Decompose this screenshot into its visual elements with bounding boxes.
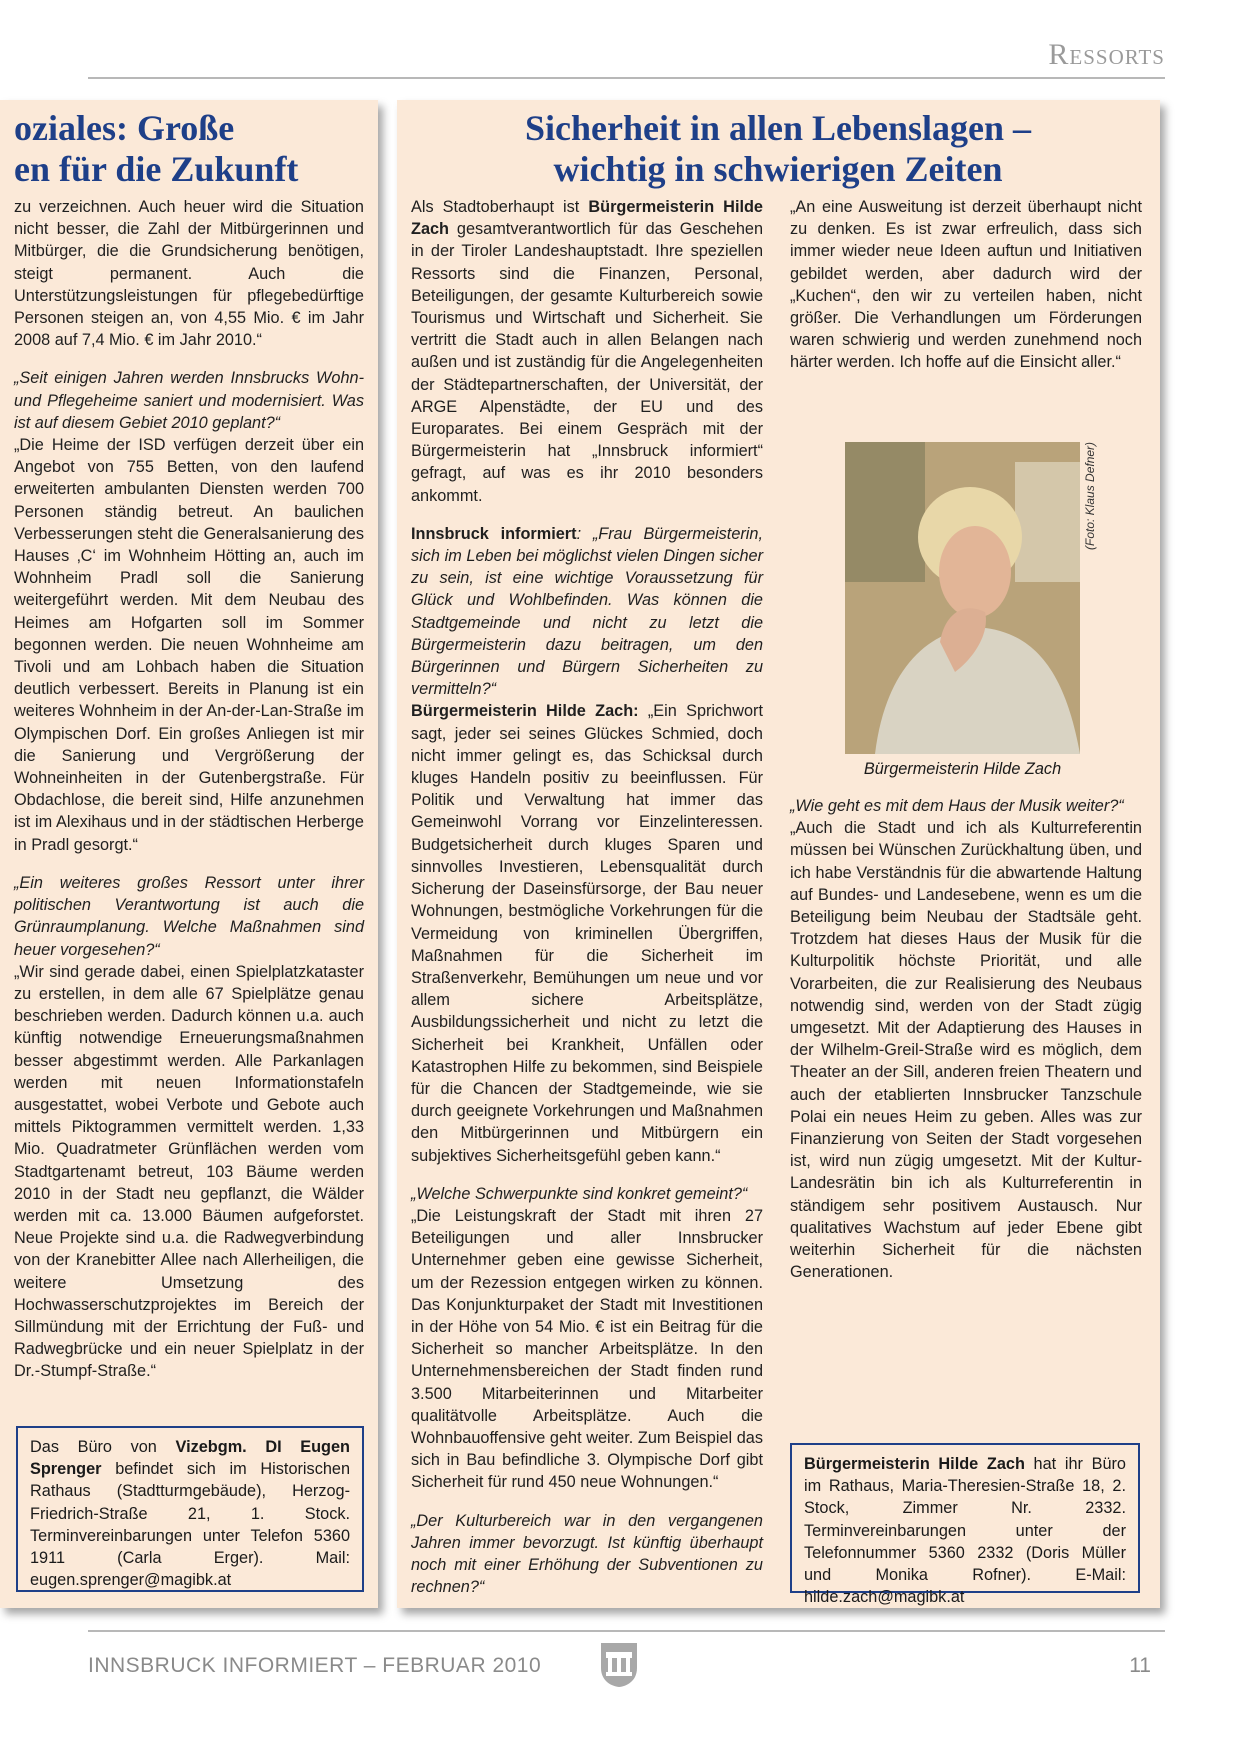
answer-1: Bürgermeisterin Hilde Zach: „Ein Sprichwort sagt, jeder sei seines Glückes Schmied, doch nicht immer gelingt es, das Schicksal durch kluges Handeln positiv zu beeinflussen. Für Politik und Verwaltung hat immer das Gemeinwohl Vorrang vor Einzelinteressen. Budgetsicherheit durch kluges Sparen und sinnvolles Investieren, Lebensqualität durch Sicherung der Daseinsfürsorge, der Bau neuer Wohnungen, bestmögliche Vorkehrungen für die Vermeidung von kriminellen Übergriffen, Maßnahmen für die Sicherheit im Straßenverkehr, Bemühungen um neue und vor allem sichere Arbeitsplätze, Ausbildungssicherheit und nicht zu letzt die Sicherheit bei Krankheit, Unfällen oder Katastrophen Hilfe zu bekommen, sind Beispiele für die Chancen der Stadtgemeinde, wie sie durch geeignete Vorkehrungen und Maßnahmen den Mitbürgerinnen und Mitbürgern ein subjektives Sicherheitsgefühl geben kann.“ [411, 702, 763, 1165]
vizebgm-name: Vizebgm. DI Eugen Sprenger [30, 1438, 350, 1479]
answer-2: „Die Leistungskraft der Stadt mit ihren 27 Beteiligungen und aller Innsbrucker Unternehmer geben eine gewisse Sicherheit, um der Rezession entgegen wirken zu können. Das Konjunkturpaket der Stadt mit Investitionen in der Höhe von 54 Mio. € ist ein Beitrag für die Sicherheit so mancher Arbeitsplätze. In den Unternehmensbereichen der Stadt finden rund 3.500 Mitarbeiterinnen und Mitarbeiter qualitätvolle Arbeitsplätze. Auch die Wohnbauoffensive geht weiter. Zum Beispiel das sich in Bau befindliche 3. Olympische Dorf gibt Sicherheit für rund 450 neue Wohnungen.“ [411, 1206, 763, 1492]
left-question: „Seit einigen Jahren werden Innsbrucks Wohn- und Pflegeheime saniert und modernisiert. Was ist auf diesem Gebiet 2010 geplant?“ [14, 369, 364, 432]
answer-3: „An eine Ausweitung ist derzeit überhaupt nicht zu denken. Es ist zwar erfreulich, dass sich immer wieder neue Ideen auftun und Initiativen gebildet werden, aber dadurch wird der „Kuchen“, den wir zu verteilen haben, nicht größer. Die Verhandlungen um Förderungen waren schwierig und werden zunehmend noch härter werden. Ich hoffe auf die Einsicht aller.“ [790, 198, 1142, 372]
photo-credit: (Foto: Klaus Defner) [1083, 442, 1097, 551]
city-coat-of-arms-icon [600, 1642, 638, 1688]
question-2: „Welche Schwerpunkte sind konkret gemeint?“ [411, 1184, 748, 1203]
main-title-line1: Sicherheit in allen Lebenslagen – [524, 108, 1032, 148]
portrait-illustration [845, 442, 1080, 754]
main-article-column-2-bottom [790, 795, 1142, 1299]
left-paragraph: „Wir sind gerade dabei, einen Spielplatzkataster zu erstellen, in dem alle 67 Spielplätze genau beschrieben werden. Dadurch können u.a. auch künftig notwendige Erneuerungsmaßnahmen besser abgestimmt werden. Alle Parkanlagen werden mit neuen Informationstafeln ausgestattet, wobei Verbote und Gebote auch mittels Piktogrammen vermittelt werden. 1,33 Mio. Quadratmeter Grünflächen werden vom Stadtgartenamt betreut, 103 Bäume werden 2010 in der Stadt neu gepflanzt, die Wälder werden mit ca. 13.000 Bäumen aufgeforstet. Neue Projekte sind u.a. die Radwegverbindung von der Kranebitter Allee nach Allerheiligen, die weitere Umsetzung des Hochwasserschutzprojektes im Bereich der Sillmündung mit der Errichtung der Fuß- und Radwegbrücke und ein neuer Spielplatz in der Dr.-Stumpf-Straße.“ [14, 962, 364, 1381]
left-paragraph: zu verzeichnen. Auch heuer wird die Situation nicht besser, die Zahl der Mitbürgerinnen und Mitbürger, die die Grundsicherung benötigen, steigt permanent. Auch die Unterstützungsleistungen für pflegebedürftige Personen steigen an, von 4,55 Mio. € im Jahr 2008 auf 7,4 Mio. € im Jahr 2010.“ [14, 198, 364, 350]
intro-paragraph: Als Stadtoberhaupt ist Bürgermeisterin Hilde Zach gesamtverantwortlich für das Geschehen in der Tiroler Landeshauptstadt. Ihre speziellen Ressorts sind die Finanzen, Personal, Beteiligungen, der gesamte Kulturbereich sowie Tourismus und Wirtschaft und Sicherheit. Sie vertritt die Stadt auch in allen Belangen nach außen und ist zuständig für die Angelegenheiten der Städtepartnerschaften, der Universität, der ARGE Alpenstädte, der EU und des Europarates. Bei einem Gespräch mit der Bürgermeisterin hat „Innsbruck informiert“ gefragt, auf was es ihr 2010 besonders ankommt. [411, 198, 763, 505]
question-3: „Der Kulturbereich war in den vergangenen Jahren immer bevorzugt. Ist künftig überhaupt noch mit einer Erhöhung der Subventionen zu rechnen?“ [411, 1511, 763, 1597]
main-title-line2: wichtig in schwierigen Zeiten [553, 149, 1003, 189]
top-rule [88, 77, 1165, 79]
left-title-line2: en für die Zukunft [14, 149, 299, 189]
bottom-rule [88, 1630, 1165, 1632]
answer-4: „Auch die Stadt und ich als Kulturreferentin müssen bei Wünschen Zurückhaltung üben, und ich habe Verständnis für die abwartende Haltung auf Bundes- und Landesebene, wenn es um die Beteiligung beim Neubau der Stadtsäle geht. Trotzdem hat dieses Haus der Musik für die Kulturpolitik höchste Priorität, und alle Vorarbeiten, die zur Realisierung des Neubaus notwendig sind, werden von der Stadt zügig umgesetzt. Mit der Adaptierung des Hauses in der Wilhelm-Greil-Straße wird es möglich, dem Theater an der Sill, anderen freien Theatern und auch der etablierten Innsbrucker Tanzschule Polai ein neues Heim zu geben. Alles was zur Finanzierung von Seiten der Stadt vorgesehen ist, wird nun zügig umgesetzt. Mit der Kultur-Landesrätin bin ich als Kulturreferentin in ständigem sehr positivem Austausch. Nur qualitatives Wachstum auf jeder Ebene gibt weiterhin Sicherheit für die nächsten Generationen. [790, 819, 1142, 1282]
mayor-office-info: Bürgermeisterin Hilde Zach hat ihr Büro im Rathaus, Maria-Theresien-Straße 18, 2. Stock, Zimmer Nr. 2332. Terminvereinbarungen unter der Telefonnummer 5360 2332 (Doris Müller und Monika Rofner). E-Mail: hilde.zach@magibk.at [790, 1443, 1140, 1593]
section-label: Ressorts [1048, 38, 1165, 71]
question-1: Innsbruck informiert: „Frau Bürgermeisterin, sich im Leben bei möglichst vielen Dingen sicher zu sein, ist eine wichtige Voraussetzung für Glück und Wohlbefinden. Was können die Stadtgemeinde und nicht zu letzt die Bürgermeisterin dazu beitragen, um den Bürgerinnen und Bürgern Sicherheiten zu vermitteln?“ [411, 524, 763, 699]
left-article-body [14, 196, 364, 1399]
left-paragraph: „Die Heime der ISD verfügen derzeit über ein Angebot von 755 Betten, von den laufend erweiterten ambulanten Diensten werden 700 Personen ständig betreut. An baulichen Verbesserungen steht die Generalsanierung des Hauses ‚C‘ im Wohnheim Hötting an, auch im Wohnheim Pradl soll die Sanierung weitergeführt werden. Mit dem Neubau des Heimes am Hofgarten soll im Sommer begonnen werden. Die neuen Wohnheime am Tivoli und am Lohbach haben die Situation deutlich verbessert. Bereits in Planung ist ein weiteres Wohnheim in der An-der-Lan-Straße im Olympischen Dorf. Ein großes Anliegen ist mir die Sanierung und Vergrößerung der Wohneinheiten in der Gutenbergstraße. Für Obdachlose, die bereit sind, Hilfe anzunehmen ist im Alexihaus und in der städtischen Herberge in Pradl gesorgt.“ [14, 436, 364, 854]
left-title-line1: oziales: Große [14, 108, 235, 148]
vizebgm-office-info: Das Büro von Vizebgm. DI Eugen Sprenger befindet sich im Historischen Rathaus (Stadtturmgebäude), Herzog-Friedrich-Straße 21, 1. Stock. Terminvereinbarungen unter Telefon 5360 1911 (Carla Erger). Mail: eugen.sprenger@magibk.at [16, 1426, 364, 1592]
left-article-title [14, 108, 374, 190]
main-article-column-1 [411, 196, 763, 1614]
left-question: „Ein weiteres großes Ressort unter ihrer politischen Verantwortung ist auch die Grünraumplanung. Welche Maßnahmen sind heuer vorgesehen?“ [14, 873, 364, 959]
photo-caption: Bürgermeisterin Hilde Zach [863, 760, 1062, 778]
question-4: „Wie geht es mit dem Haus der Musik weiter?“ [790, 797, 1124, 815]
page-number: 11 [1129, 1654, 1151, 1677]
main-article-title [400, 108, 1156, 190]
publication-name: INNSBRUCK INFORMIERT – FEBRUAR 2010 [88, 1654, 542, 1677]
main-article-column-2-top [790, 196, 1142, 390]
portrait-photo [845, 442, 1080, 754]
mayor-name: Bürgermeisterin Hilde Zach [804, 1455, 1025, 1473]
